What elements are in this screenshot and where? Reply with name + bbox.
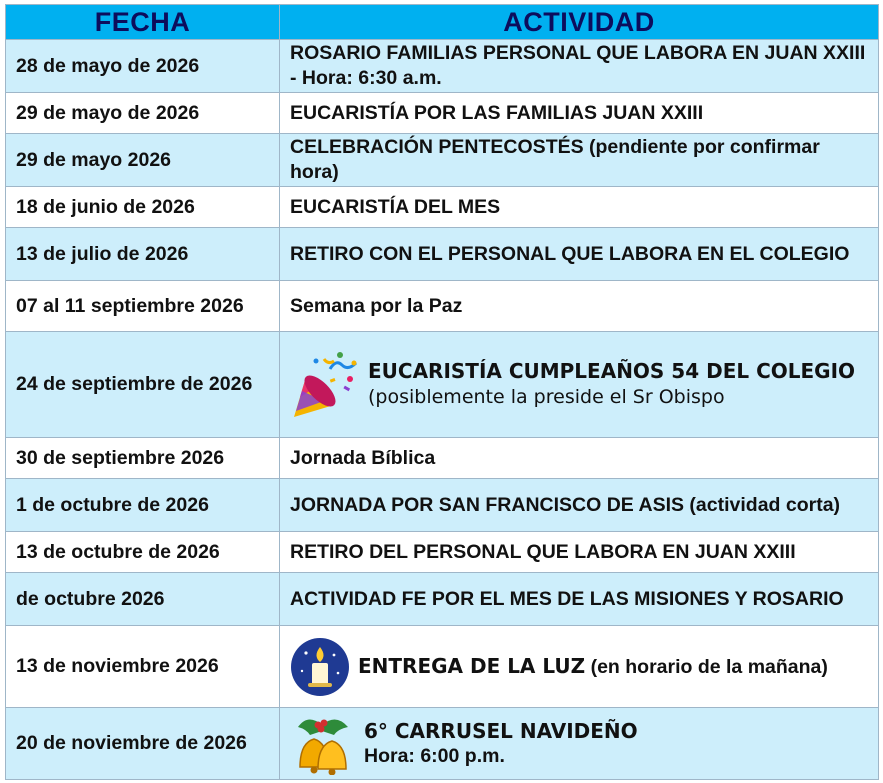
activity-cell: EUCARISTÍA DEL MES: [280, 187, 879, 228]
activity-cell: [280, 708, 879, 780]
activity-note-text: (posiblemente la preside el Sr Obispo: [368, 386, 725, 408]
date-cell: 29 de mayo de 2026: [6, 93, 280, 134]
candle-icon: [290, 637, 350, 697]
activities-table: [5, 4, 879, 780]
activity-cell: EUCARISTÍA POR LAS FAMILIAS JUAN XXIII: [280, 93, 879, 134]
table-row: [6, 93, 879, 134]
activity-cell: Jornada Bíblica: [280, 438, 879, 479]
date-cell: 24 de septiembre de 2026: [6, 332, 280, 438]
date-cell: 13 de octubre de 2026: [6, 532, 280, 573]
table-row: [6, 626, 879, 708]
table-row: [6, 187, 879, 228]
activity-cell: Semana por la Paz: [280, 281, 879, 332]
activity-cell: ROSARIO FAMILIAS PERSONAL QUE LABORA EN JUAN XXIII - Hora: 6:30 a.m.: [280, 40, 879, 93]
date-cell: 28 de mayo de 2026: [6, 40, 280, 93]
table-row: [6, 479, 879, 532]
activity-cell: RETIRO DEL PERSONAL QUE LABORA EN JUAN XXIII: [280, 532, 879, 573]
date-cell: 20 de noviembre de 2026: [6, 708, 280, 780]
activity-bold-text: 6° CARRUSEL NAVIDEÑO: [364, 718, 638, 743]
activity-cell: CELEBRACIÓN PENTECOSTÉS (pendiente por confirmar hora): [280, 134, 879, 187]
activity-cell: [280, 626, 879, 708]
table-row: [6, 281, 879, 332]
christmas-bells-icon: [290, 713, 356, 775]
activity-cell: JORNADA POR SAN FRANCISCO DE ASIS (actividad corta): [280, 479, 879, 532]
activity-bold-text: EUCARISTÍA CUMPLEAÑOS 54 DEL COLEGIO: [368, 359, 856, 383]
table-row: [6, 40, 879, 93]
activity-note-text: (en horario de la mañana): [590, 655, 828, 678]
activity-cell: [280, 332, 879, 438]
activity-cell: ACTIVIDAD FE POR EL MES DE LAS MISIONES Y ROSARIO: [280, 573, 879, 626]
header-date: FECHA: [6, 5, 280, 40]
activity-note-text: Hora: 6:00 p.m.: [364, 744, 505, 767]
table-row: [6, 228, 879, 281]
date-cell: de octubre 2026: [6, 573, 280, 626]
table-row: [6, 332, 879, 438]
table-row: [6, 438, 879, 479]
table-row: [6, 573, 879, 626]
table-row: [6, 532, 879, 573]
date-cell: 29 de mayo 2026: [6, 134, 280, 187]
date-cell: 30 de septiembre 2026: [6, 438, 280, 479]
date-cell: 13 de julio de 2026: [6, 228, 280, 281]
table-header-row: [6, 5, 879, 40]
table-row: [6, 134, 879, 187]
date-cell: 1 de octubre de 2026: [6, 479, 280, 532]
header-activity: ACTIVIDAD: [280, 5, 879, 40]
date-cell: 07 al 11 septiembre 2026: [6, 281, 280, 332]
date-cell: 13 de noviembre 2026: [6, 626, 280, 708]
table-row: [6, 708, 879, 780]
party-popper-icon: [290, 349, 360, 421]
activity-cell: RETIRO CON EL PERSONAL QUE LABORA EN EL COLEGIO: [280, 228, 879, 281]
date-cell: 18 de junio de 2026: [6, 187, 280, 228]
activity-bold-text: ENTREGA DE LA LUZ: [358, 653, 586, 678]
